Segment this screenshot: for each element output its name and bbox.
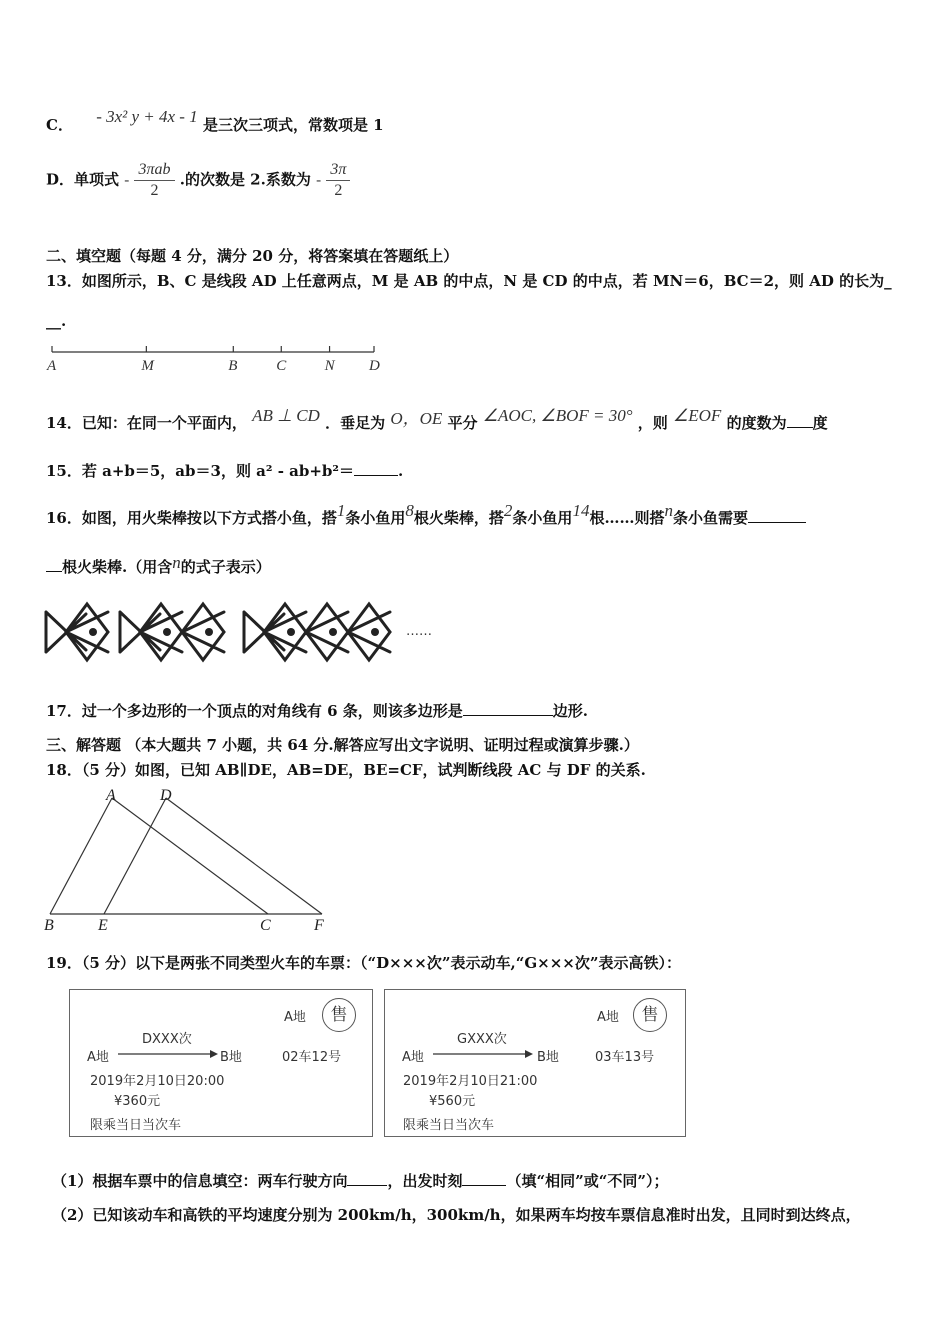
option-c-expression: - 3x² y + 4x - 1 bbox=[96, 107, 198, 126]
label-d: D bbox=[160, 787, 172, 804]
ticket-price: ¥360元 bbox=[114, 1094, 161, 1109]
arrow-right-icon bbox=[118, 1048, 218, 1060]
point-label-n: N bbox=[324, 358, 335, 374]
fish-eye bbox=[329, 628, 337, 636]
option-d-neg-sign: - bbox=[124, 172, 130, 189]
q16-num-8: 8 bbox=[405, 501, 414, 520]
q14-text-f: 度 bbox=[812, 414, 828, 432]
q14-math-ab-perp-cd: AB ⊥ CD bbox=[252, 406, 320, 425]
q16-num-1: 1 bbox=[336, 501, 346, 520]
question-19-part-2: （2）已知该动车和高铁的平均速度分别为 200km/h，300km/h，如果两车均按车票信息准时出发，且同时到达终点， bbox=[52, 1206, 861, 1224]
point-label-d: D bbox=[369, 358, 380, 374]
question-13-continuation: __. bbox=[46, 312, 67, 330]
q16-text-b: 条小鱼用 bbox=[345, 509, 406, 527]
option-d-label: D．单项式 bbox=[46, 170, 120, 189]
q19-1-text-a: （1）根据车票中的信息填空：两车行驶方向 bbox=[52, 1172, 348, 1190]
answer-blank bbox=[463, 715, 553, 716]
answer-blank bbox=[462, 1185, 506, 1186]
q14-text-d: ，则 bbox=[637, 414, 668, 432]
option-c-text: 是三次三项式，常数项是 1 bbox=[202, 116, 384, 134]
option-c-label: C． bbox=[46, 116, 73, 134]
q16-text-line2b: 的式子表示） bbox=[180, 558, 271, 576]
question-14 bbox=[46, 408, 828, 433]
q14-math-eof: ∠EOF bbox=[673, 406, 722, 425]
fraction-denominator: 2 bbox=[334, 182, 343, 199]
ticket-note: 限乘当日当次车 bbox=[90, 1118, 182, 1133]
fraction-numerator: 3πab bbox=[134, 160, 174, 181]
q16-text-c: 根火柴棒，搭 bbox=[413, 509, 504, 527]
label-b: B bbox=[44, 917, 54, 934]
section-2-header: 二、填空题（每题 4 分，满分 20 分，将答案填在答题纸上） bbox=[46, 247, 459, 265]
continuation-dots: …… bbox=[406, 624, 432, 639]
q19-1-text-b: ，出发时刻 bbox=[387, 1172, 463, 1190]
q14-text-e: 的度数为 bbox=[726, 414, 787, 432]
point-label-a: A bbox=[47, 358, 57, 374]
answer-blank bbox=[748, 522, 806, 523]
segment-ab bbox=[50, 798, 112, 914]
q16-text-a: 16．如图，用火柴棒按以下方式搭小鱼，搭 bbox=[46, 509, 337, 527]
fraction-numerator: 3π bbox=[326, 160, 350, 181]
label-e: E bbox=[98, 917, 108, 934]
fish-eye bbox=[163, 628, 171, 636]
point-label-b: B bbox=[228, 358, 238, 374]
question-18: 18．（5 分）如图，已知 AB∥DE，AB=DE，BE=CF，试判断线段 AC 与 DF 的关系. bbox=[46, 761, 646, 779]
ticket-train-number: GXXX次 bbox=[457, 1032, 507, 1047]
q19-1-text-c: （填“相同”或“不同”）； bbox=[506, 1172, 669, 1190]
section-3-header: 三、解答题 （本大题共 7 小题，共 64 分.解答应写出文字说明、证明过程或演算步骤.） bbox=[46, 736, 639, 754]
q16-num-2: 2 bbox=[503, 501, 513, 520]
q14-math-angles: ∠AOC, ∠BOF = 30° bbox=[482, 406, 633, 425]
train-ticket-g bbox=[384, 989, 686, 1137]
ticket-place: A地 bbox=[597, 1010, 619, 1025]
q16-text-e: 根……则搭 bbox=[589, 509, 665, 527]
option-d-fraction-1 bbox=[134, 160, 174, 201]
point-label-c: C bbox=[276, 358, 287, 374]
q16-text-f: 条小鱼需要 bbox=[672, 509, 748, 527]
ticket-place: A地 bbox=[284, 1010, 306, 1025]
q16-num-14: 14 bbox=[572, 501, 590, 520]
q14-math-o-oe: O，OE bbox=[390, 409, 443, 428]
q15-end: . bbox=[397, 462, 404, 480]
q16-matchstick-fish-figure bbox=[44, 598, 464, 668]
question-13: 13．如图所示，B、C 是线段 AD 上任意两点，M 是 AB 的中点，N 是 CD 的中点，若 MN＝6，BC＝2，则 AD 的长为_ bbox=[46, 272, 892, 290]
fish-group-1 bbox=[46, 604, 108, 660]
ticket-datetime: 2019年2月10日21:00 bbox=[403, 1074, 538, 1089]
q16-text-d: 条小鱼用 bbox=[512, 509, 573, 527]
fish-matchsticks bbox=[46, 604, 108, 660]
ticket-note: 限乘当日当次车 bbox=[403, 1118, 495, 1133]
fish-eye bbox=[89, 628, 97, 636]
sold-stamp-icon: 售 bbox=[633, 998, 667, 1032]
ticket-seat: 02车12号 bbox=[282, 1050, 342, 1065]
arrow-right-icon bbox=[433, 1048, 533, 1060]
answer-blank bbox=[46, 571, 62, 572]
sold-stamp-icon: 售 bbox=[322, 998, 356, 1032]
fish-eye bbox=[205, 628, 213, 636]
ticket-end: B地 bbox=[220, 1050, 242, 1065]
ticket-end: B地 bbox=[537, 1050, 559, 1065]
ticket-train-number: DXXX次 bbox=[142, 1032, 192, 1047]
question-15 bbox=[46, 460, 403, 481]
q16-var-n: n bbox=[664, 501, 673, 520]
q18-triangle-figure bbox=[40, 784, 340, 934]
option-d bbox=[46, 160, 350, 201]
fish-eye bbox=[371, 628, 379, 636]
fish-group-3 bbox=[244, 604, 390, 660]
q15-text: 15．若 a+b＝5，ab＝3，则 a² - ab+b²＝ bbox=[46, 462, 354, 480]
fish-group-2 bbox=[120, 604, 224, 660]
ticket-start: A地 bbox=[87, 1050, 109, 1065]
answer-blank bbox=[787, 427, 813, 428]
option-d-text: .的次数是 2.系数为 bbox=[179, 170, 311, 189]
fraction-denominator: 2 bbox=[150, 182, 159, 199]
q13-line-segment-figure bbox=[44, 340, 384, 376]
label-c: C bbox=[260, 917, 271, 934]
fish-eye bbox=[287, 628, 295, 636]
fish-matchsticks bbox=[244, 604, 390, 660]
q14-text-a: 14．已知：在同一个平面内， bbox=[46, 414, 247, 432]
ticket-price: ¥560元 bbox=[429, 1094, 476, 1109]
q14-text-c: 平分 bbox=[447, 414, 478, 432]
question-16 bbox=[46, 501, 806, 528]
ticket-seat: 03车13号 bbox=[595, 1050, 655, 1065]
q16-text-line2a: 根火柴棒.（用含 bbox=[62, 558, 173, 576]
option-c bbox=[46, 107, 384, 135]
ticket-start: A地 bbox=[402, 1050, 424, 1065]
answer-blank bbox=[347, 1185, 387, 1186]
ticket-datetime: 2019年2月10日20:00 bbox=[90, 1074, 225, 1089]
q17-text-b: 边形. bbox=[552, 702, 588, 720]
option-d-fraction-2 bbox=[326, 160, 350, 201]
option-d-neg-sign-2: - bbox=[316, 172, 322, 189]
question-19: 19．（5 分）以下是两张不同类型火车的车票：（“D×××次”表示动车,“G×××次”表示高铁）： bbox=[46, 954, 681, 972]
label-a: A bbox=[106, 787, 116, 804]
label-f: F bbox=[314, 917, 324, 934]
question-19-part-1 bbox=[52, 1170, 668, 1191]
q14-text-b: ．垂足为 bbox=[325, 414, 386, 432]
question-16-continuation bbox=[46, 553, 271, 577]
train-ticket-d bbox=[69, 989, 373, 1137]
answer-blank bbox=[354, 475, 398, 476]
q16-var-n-2: n bbox=[172, 553, 181, 572]
point-label-m: M bbox=[141, 358, 154, 374]
question-17 bbox=[46, 700, 588, 721]
q17-text-a: 17．过一个多边形的一个顶点的对角线有 6 条，则该多边形是 bbox=[46, 702, 463, 720]
